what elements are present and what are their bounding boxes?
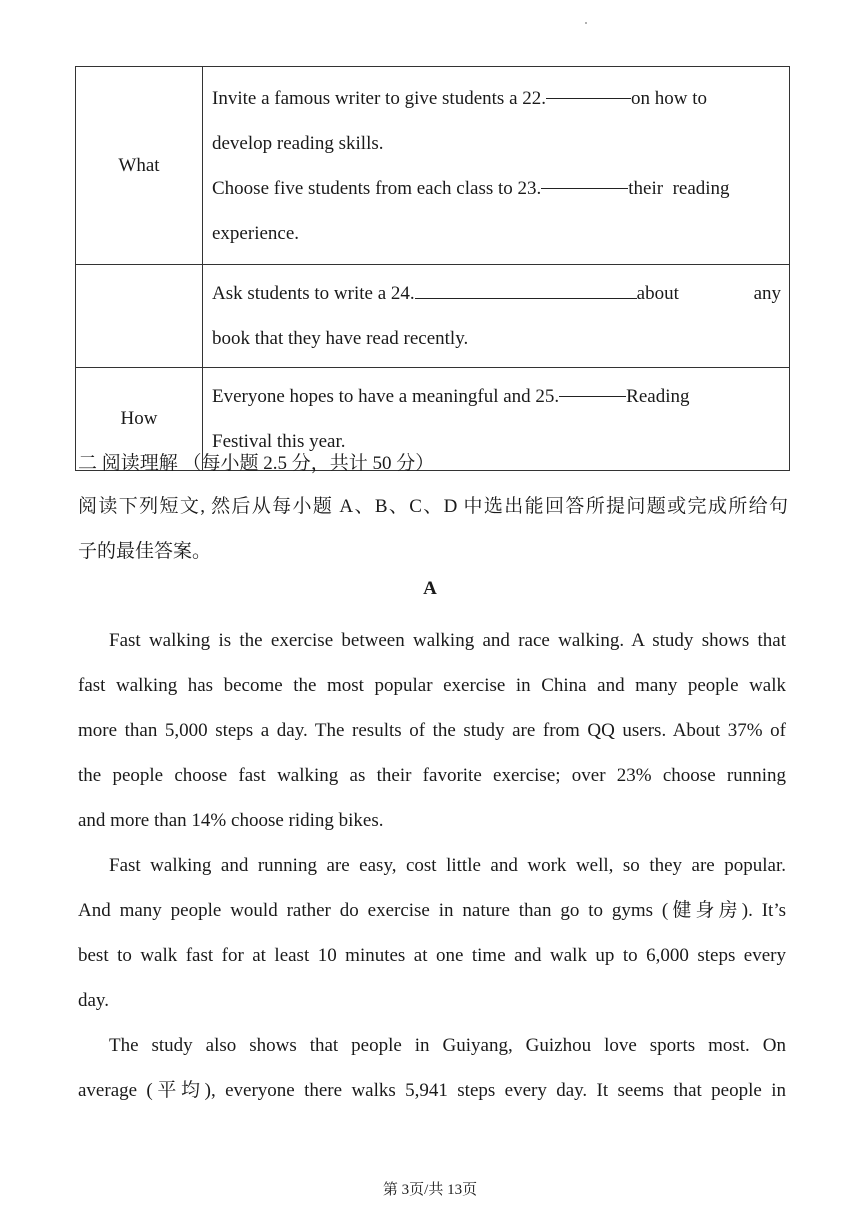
content-line: Everyone hopes to have a meaningful and 25. Reading bbox=[212, 374, 781, 419]
row-label: How bbox=[76, 368, 203, 471]
task-table bbox=[75, 66, 790, 471]
blank-22[interactable] bbox=[546, 76, 631, 99]
passage-line: average (平均), everyone there walks 5,941 steps every day. It seems that people in bbox=[78, 1080, 786, 1101]
passage-line: more than 5,000 steps a day. The results of the study are from QQ users. About 37% of bbox=[78, 720, 786, 741]
blank-25[interactable] bbox=[559, 374, 626, 397]
blank-23[interactable] bbox=[541, 166, 628, 189]
section-instruction: 阅读下列短文, 然后从每小题 A、B、C、D 中选出能回答所提问题或完成所给句 子的最佳答案。 bbox=[78, 496, 788, 562]
row-label bbox=[76, 265, 203, 368]
content-line: Choose five students from each class to 23. their reading bbox=[212, 166, 781, 211]
passage-line: The study also shows that people in Guiyang, Guizhou love sports most. On bbox=[109, 1035, 786, 1056]
passage-line: fast walking has become the most popular exercise in China and many people walk bbox=[78, 675, 786, 696]
passage-line: And many people would rather do exercise in nature than go to gyms (健身房). It’s bbox=[78, 900, 786, 921]
content-line: experience. bbox=[212, 222, 300, 244]
content-line: book that they have read recently. bbox=[212, 328, 469, 349]
page-footer: 第 3页/共 13页 bbox=[382, 1182, 478, 1198]
scan-dot bbox=[585, 22, 587, 24]
passage-line: best to walk fast for at least 10 minutes at one time and walk up to 6,000 steps every bbox=[78, 945, 786, 966]
section-title: 二 阅读理解 （每小题 2.5 分，共计 50 分） bbox=[78, 453, 435, 474]
passage-line: and more than 14% choose riding bikes. bbox=[78, 810, 384, 831]
passage-line: the people choose fast walking as their favorite exercise; over 23% choose running bbox=[78, 765, 786, 786]
blank-24[interactable] bbox=[415, 276, 637, 299]
passage-body bbox=[78, 618, 786, 1113]
passage-line: day. bbox=[78, 990, 109, 1011]
table-row bbox=[76, 67, 790, 265]
passage-line: Fast walking is the exercise between walking and race walking. A study shows that bbox=[109, 630, 786, 651]
passage-heading: A bbox=[423, 578, 437, 599]
content-line: Invite a famous writer to give students a 22. on how to bbox=[212, 76, 781, 121]
row-label: What bbox=[76, 67, 203, 265]
row-content bbox=[203, 67, 790, 265]
table-row bbox=[76, 265, 790, 368]
content-line: develop reading skills. bbox=[212, 132, 384, 154]
row-content bbox=[203, 265, 790, 368]
content-line: Festival this year. bbox=[212, 431, 346, 452]
passage-line: Fast walking and running are easy, cost little and work well, so they are popular. bbox=[109, 855, 786, 876]
content-line: Ask students to write a 24. about any bbox=[212, 271, 781, 316]
